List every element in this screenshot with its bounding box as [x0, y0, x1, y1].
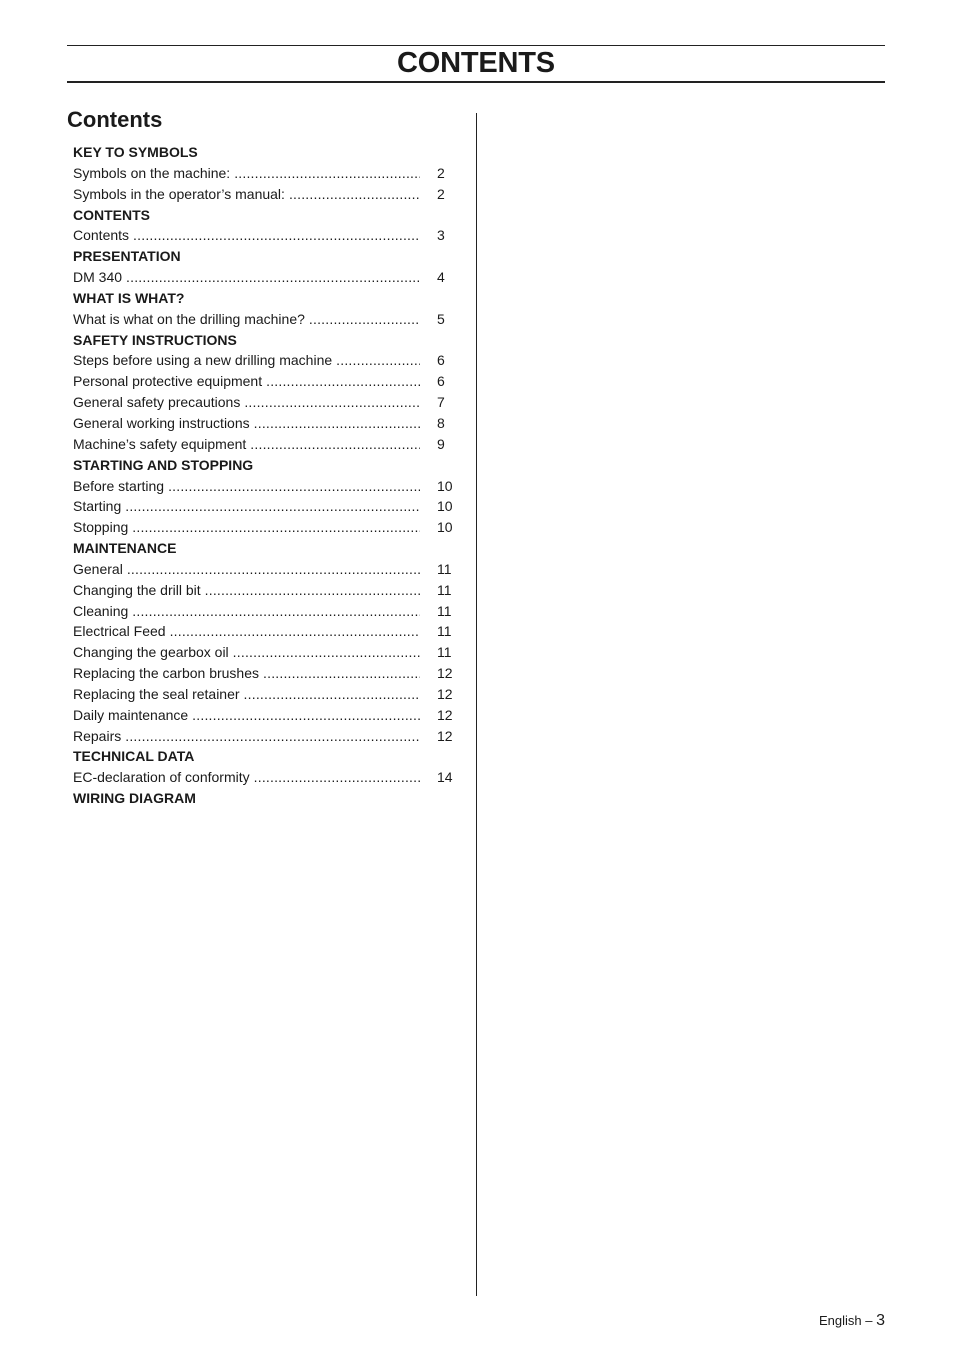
- dot-leader: [266, 371, 420, 392]
- toc-page-number: 10: [437, 498, 453, 515]
- dot-leader: [250, 434, 420, 455]
- dot-leader: [168, 476, 420, 497]
- toc-entry: [73, 621, 463, 642]
- column-divider: [476, 113, 477, 1296]
- toc-entry-label: DM 340: [73, 269, 123, 286]
- toc-heading: PRESENTATION: [73, 248, 181, 265]
- toc-entry: [73, 559, 463, 580]
- toc-heading: CONTENTS: [73, 206, 150, 223]
- toc-entry-label: Personal protective equipment: [73, 373, 263, 390]
- toc-entry-label: Machine’s safety equipment: [73, 435, 247, 452]
- toc-page-number: 11: [437, 581, 452, 598]
- toc-entry: [73, 476, 463, 497]
- dot-leader: [192, 705, 420, 726]
- toc-entry-label: Changing the gearbox oil: [73, 644, 229, 661]
- toc-entry-label: Symbols on the machine:: [73, 164, 231, 181]
- toc-entry: [73, 163, 463, 184]
- dot-leader: [125, 496, 420, 517]
- dot-leader: [132, 517, 420, 538]
- page-title: CONTENTS: [397, 47, 555, 79]
- toc-entry: [73, 517, 463, 538]
- toc-entry-text: [73, 163, 420, 184]
- toc-entry-label: Symbols in the operator’s manual:: [73, 185, 285, 202]
- toc-entry: [73, 413, 463, 434]
- dot-leader: [205, 580, 420, 601]
- toc-page-number: 11: [437, 602, 452, 619]
- toc-page-number: 12: [437, 727, 453, 744]
- toc-entry-label: Steps before using a new drilling machine: [73, 352, 333, 369]
- toc-entry: [73, 267, 463, 288]
- toc-page-number: 3: [437, 227, 445, 244]
- toc-entry-text: [73, 663, 420, 684]
- toc-entry-text: [73, 684, 420, 705]
- toc-entry-text: [73, 476, 420, 497]
- toc-page-number: 2: [437, 164, 445, 181]
- toc-heading: WHAT IS WHAT?: [73, 289, 185, 306]
- toc-entry-label: Replacing the carbon brushes: [73, 665, 260, 682]
- dot-leader: [133, 225, 420, 246]
- toc-entry-label: Contents: [73, 227, 130, 244]
- section-title: Contents: [67, 107, 163, 132]
- dot-leader: [127, 559, 420, 580]
- toc-page-number: 12: [437, 665, 453, 682]
- toc-entry: [73, 767, 463, 788]
- toc-entry-text: [73, 559, 420, 580]
- toc-heading: WIRING DIAGRAM: [73, 790, 196, 807]
- header-bottom-rule: [67, 81, 885, 83]
- toc-entry: [73, 705, 463, 726]
- toc-entry-text: [73, 705, 420, 726]
- toc-entry-label: Daily maintenance: [73, 706, 189, 723]
- toc-entry: [73, 580, 463, 601]
- toc-entry-label: Cleaning: [73, 602, 129, 619]
- toc-page-number: 7: [437, 394, 445, 411]
- dot-leader: [289, 184, 420, 205]
- dot-leader: [132, 601, 420, 622]
- toc-entry-label: Before starting: [73, 477, 165, 494]
- toc-page-number: 10: [437, 519, 453, 536]
- toc-entry-text: [73, 767, 420, 788]
- toc-entry: [73, 225, 463, 246]
- toc-entry: [73, 309, 463, 330]
- dot-leader: [126, 267, 420, 288]
- dot-leader: [234, 163, 420, 184]
- toc-entry-label: Stopping: [73, 519, 129, 536]
- dot-leader: [336, 350, 420, 371]
- toc-entry-text: [73, 580, 420, 601]
- dot-leader: [170, 621, 420, 642]
- toc-entry-text: [73, 434, 420, 455]
- toc-entry: [73, 392, 463, 413]
- toc-page-number: 11: [437, 644, 452, 661]
- toc-entry-label: Repairs: [73, 727, 122, 744]
- toc-entry: [73, 496, 463, 517]
- toc-entry: [73, 726, 463, 747]
- toc-page-number: 12: [437, 685, 453, 702]
- dot-leader: [263, 663, 420, 684]
- page-footer: [819, 1311, 885, 1331]
- toc-entry-text: [73, 309, 420, 330]
- footer-separator: –: [865, 1313, 873, 1328]
- toc-entry-text: [73, 621, 420, 642]
- dot-leader: [244, 684, 420, 705]
- toc-page-number: 6: [437, 373, 445, 390]
- toc-entry: [73, 184, 463, 205]
- toc-entry-text: [73, 225, 420, 246]
- dot-leader: [233, 642, 420, 663]
- toc-entry: [73, 371, 463, 392]
- toc-entry: [73, 663, 463, 684]
- dot-leader: [125, 726, 420, 747]
- toc-entry-label: General safety precautions: [73, 394, 241, 411]
- toc-page-number: 12: [437, 706, 453, 723]
- toc-entry: [73, 642, 463, 663]
- toc-entry-label: Starting: [73, 498, 122, 515]
- toc-entry-label: What is what on the drilling machine?: [73, 310, 305, 327]
- toc-entry-label: Electrical Feed: [73, 623, 166, 640]
- footer-language: English: [818, 1313, 862, 1328]
- toc-entry-label: General working instructions: [73, 414, 250, 431]
- toc-entry-text: [73, 350, 420, 371]
- toc-entry: [73, 350, 463, 371]
- toc-page-number: 2: [437, 185, 445, 202]
- toc-entry: [73, 434, 463, 455]
- toc-page-number: 11: [437, 560, 452, 577]
- toc-entry-text: [73, 496, 420, 517]
- toc-entry-label: General: [73, 560, 123, 577]
- toc-heading: MAINTENANCE: [73, 540, 177, 557]
- toc-entry: [73, 684, 463, 705]
- toc-entry-text: [73, 267, 420, 288]
- dot-leader: [244, 392, 420, 413]
- toc-entry-text: [73, 517, 420, 538]
- toc-page-number: 9: [437, 435, 445, 452]
- toc-entry-label: Changing the drill bit: [73, 581, 201, 598]
- toc-entry: [73, 601, 463, 622]
- toc-page-number: 5: [437, 310, 445, 327]
- toc-heading: TECHNICAL DATA: [73, 748, 195, 765]
- toc-entry-text: [73, 642, 420, 663]
- toc-entry-text: [73, 726, 420, 747]
- toc-heading: SAFETY INSTRUCTIONS: [73, 331, 237, 348]
- toc-entry-text: [73, 413, 420, 434]
- toc-page-number: 4: [437, 269, 445, 286]
- toc-heading: STARTING AND STOPPING: [73, 456, 254, 473]
- toc-entry-text: [73, 601, 420, 622]
- toc-page-number: 8: [437, 414, 445, 431]
- toc-page-number: 6: [437, 352, 445, 369]
- toc-page-number: 10: [437, 477, 453, 494]
- toc-entry-text: [73, 392, 420, 413]
- toc-page-number: 11: [437, 623, 452, 640]
- toc-entry-text: [73, 184, 420, 205]
- toc-entry-label: EC-declaration of conformity: [73, 769, 250, 786]
- footer-page-number: 3: [876, 1312, 885, 1329]
- table-of-contents: [73, 142, 463, 809]
- dot-leader: [309, 309, 420, 330]
- dot-leader: [254, 413, 420, 434]
- dot-leader: [254, 767, 420, 788]
- toc-entry-text: [73, 371, 420, 392]
- toc-heading: KEY TO SYMBOLS: [73, 144, 198, 160]
- toc-entry-label: Replacing the seal retainer: [73, 685, 240, 702]
- toc-page-number: 14: [437, 769, 453, 786]
